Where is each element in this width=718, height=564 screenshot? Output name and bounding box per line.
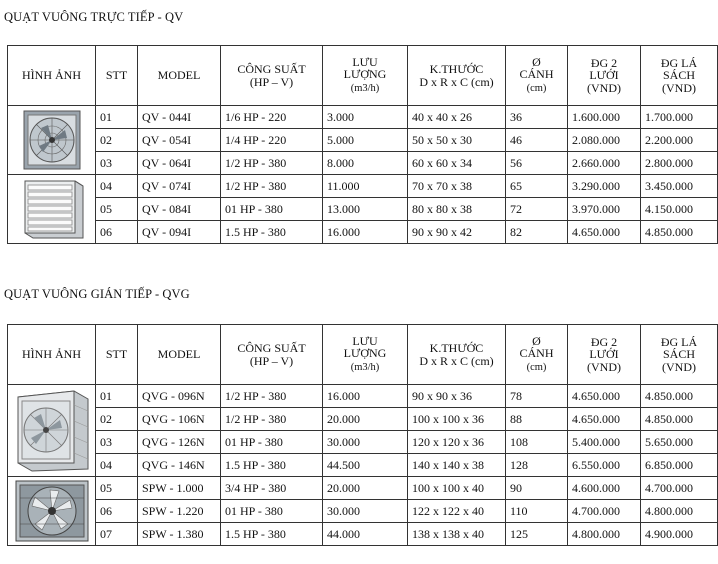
cell-power: 1/2 HP - 380 — [221, 385, 323, 408]
cell-size: 90 x 90 x 42 — [408, 221, 506, 244]
cell-power: 1.5 HP - 380 — [221, 454, 323, 477]
cell-price-2-grid: 2.080.000 — [568, 129, 641, 152]
cell-blade: 36 — [506, 106, 568, 129]
cell-power: 01 HP - 380 — [221, 500, 323, 523]
cell-stt: 06 — [96, 221, 138, 244]
cell-size: 60 x 60 x 34 — [408, 152, 506, 175]
cell-power: 3/4 HP - 380 — [221, 477, 323, 500]
cell-price-2-grid: 3.290.000 — [568, 175, 641, 198]
table-row — [8, 523, 718, 546]
cell-price-louver: 4.850.000 — [641, 221, 718, 244]
header-image: HÌNH ẢNH — [8, 46, 96, 106]
cell-size: 40 x 40 x 26 — [408, 106, 506, 129]
cell-stt: 03 — [96, 431, 138, 454]
header-price-2-grid: ĐG 2 LƯỚI (VND) — [568, 46, 641, 106]
cell-size: 122 x 122 x 40 — [408, 500, 506, 523]
cell-price-louver: 1.700.000 — [641, 106, 718, 129]
table-header-row — [8, 46, 718, 106]
cell-flow: 16.000 — [323, 385, 408, 408]
table-row — [8, 175, 718, 198]
header-flow: LƯU LƯỢNG (m3/h) — [323, 325, 408, 385]
cell-model: QV - 064I — [138, 152, 221, 175]
price-table-qv — [7, 45, 718, 244]
table-row — [8, 454, 718, 477]
cell-flow: 30.000 — [323, 500, 408, 523]
header-stt: STT — [96, 325, 138, 385]
cell-price-2-grid: 4.800.000 — [568, 523, 641, 546]
cell-model: QV - 074I — [138, 175, 221, 198]
table-row — [8, 129, 718, 152]
cell-price-louver: 5.650.000 — [641, 431, 718, 454]
cell-stt: 04 — [96, 454, 138, 477]
cell-size: 50 x 50 x 30 — [408, 129, 506, 152]
cell-power: 1/4 HP - 220 — [221, 129, 323, 152]
cell-price-louver: 2.200.000 — [641, 129, 718, 152]
cell-size: 80 x 80 x 38 — [408, 198, 506, 221]
cell-stt: 02 — [96, 408, 138, 431]
cell-price-louver: 4.900.000 — [641, 523, 718, 546]
cell-flow: 3.000 — [323, 106, 408, 129]
header-flow: LƯU LƯỢNG (m3/h) — [323, 46, 408, 106]
cell-stt: 05 — [96, 477, 138, 500]
fan-louver-icon — [17, 176, 87, 242]
cell-model: SPW - 1.220 — [138, 500, 221, 523]
cell-price-louver: 2.800.000 — [641, 152, 718, 175]
cell-flow: 11.000 — [323, 175, 408, 198]
cell-blade: 125 — [506, 523, 568, 546]
cell-size: 138 x 138 x 40 — [408, 523, 506, 546]
cell-flow: 8.000 — [323, 152, 408, 175]
header-price-louver: ĐG LÁ SÁCH (VND) — [641, 325, 718, 385]
cell-stt: 02 — [96, 129, 138, 152]
cell-flow: 44.000 — [323, 523, 408, 546]
cell-flow: 30.000 — [323, 431, 408, 454]
header-image: HÌNH ẢNH — [8, 325, 96, 385]
cell-price-2-grid: 4.600.000 — [568, 477, 641, 500]
table-row — [8, 152, 718, 175]
header-size: K.THƯỚC D x R x C (cm) — [408, 325, 506, 385]
cell-stt: 07 — [96, 523, 138, 546]
cell-size: 100 x 100 x 40 — [408, 477, 506, 500]
cell-stt: 03 — [96, 152, 138, 175]
cell-price-louver: 4.150.000 — [641, 198, 718, 221]
table-row — [8, 198, 718, 221]
cell-stt: 01 — [96, 385, 138, 408]
price-table-qvg — [7, 324, 718, 546]
section-title-qvg: QUẠT VUÔNG GIÁN TIẾP - QVG — [4, 287, 190, 301]
box-fan-icon — [12, 478, 92, 544]
fan-grid-icon — [21, 108, 83, 172]
cell-price-louver: 3.450.000 — [641, 175, 718, 198]
header-model: MODEL — [138, 46, 221, 106]
table-row — [8, 408, 718, 431]
header-blade: Ø CÁNH (cm) — [506, 325, 568, 385]
cell-blade: 46 — [506, 129, 568, 152]
cell-model: QV - 044I — [138, 106, 221, 129]
cell-stt: 06 — [96, 500, 138, 523]
cell-size: 90 x 90 x 36 — [408, 385, 506, 408]
cell-model: QV - 054I — [138, 129, 221, 152]
cell-blade: 65 — [506, 175, 568, 198]
cell-price-2-grid: 4.650.000 — [568, 221, 641, 244]
cell-model: QV - 084I — [138, 198, 221, 221]
header-price-louver: ĐG LÁ SÁCH (VND) — [641, 46, 718, 106]
table-row — [8, 106, 718, 129]
section-title-qv: QUẠT VUÔNG TRỰC TIẾP - QV — [4, 10, 184, 24]
cell-size: 70 x 70 x 38 — [408, 175, 506, 198]
cell-price-2-grid: 3.970.000 — [568, 198, 641, 221]
table-row — [8, 500, 718, 523]
cell-size: 100 x 100 x 36 — [408, 408, 506, 431]
image-cell — [8, 385, 96, 477]
cell-stt: 04 — [96, 175, 138, 198]
box-fan-icon — [12, 387, 92, 475]
cell-power: 1/2 HP - 380 — [221, 152, 323, 175]
cell-price-2-grid: 1.600.000 — [568, 106, 641, 129]
cell-price-louver: 4.850.000 — [641, 385, 718, 408]
cell-price-2-grid: 4.650.000 — [568, 385, 641, 408]
header-power: CÔNG SUẤT (HP – V) — [221, 325, 323, 385]
cell-power: 1/2 HP - 380 — [221, 175, 323, 198]
cell-price-louver: 4.700.000 — [641, 477, 718, 500]
header-size: K.THƯỚC D x R x C (cm) — [408, 46, 506, 106]
cell-power: 1/2 HP - 380 — [221, 408, 323, 431]
table-row — [8, 385, 718, 408]
table-header-row — [8, 325, 718, 385]
cell-stt: 05 — [96, 198, 138, 221]
cell-price-louver: 4.850.000 — [641, 408, 718, 431]
cell-blade: 88 — [506, 408, 568, 431]
header-blade: Ø CÁNH (cm) — [506, 46, 568, 106]
cell-blade: 110 — [506, 500, 568, 523]
image-cell — [8, 477, 96, 546]
header-stt: STT — [96, 46, 138, 106]
cell-power: 1/6 HP - 220 — [221, 106, 323, 129]
image-cell — [8, 106, 96, 175]
cell-model: SPW - 1.000 — [138, 477, 221, 500]
cell-stt: 01 — [96, 106, 138, 129]
cell-model: QVG - 146N — [138, 454, 221, 477]
image-cell — [8, 175, 96, 244]
cell-blade: 108 — [506, 431, 568, 454]
cell-model: QVG - 096N — [138, 385, 221, 408]
table-row — [8, 221, 718, 244]
cell-model: SPW - 1.380 — [138, 523, 221, 546]
header-price-2-grid: ĐG 2 LƯỚI (VND) — [568, 325, 641, 385]
cell-power: 1.5 HP - 380 — [221, 523, 323, 546]
cell-power: 01 HP - 380 — [221, 198, 323, 221]
cell-model: QV - 094I — [138, 221, 221, 244]
cell-model: QVG - 106N — [138, 408, 221, 431]
cell-size: 140 x 140 x 38 — [408, 454, 506, 477]
cell-flow: 13.000 — [323, 198, 408, 221]
cell-size: 120 x 120 x 36 — [408, 431, 506, 454]
header-model: MODEL — [138, 325, 221, 385]
cell-blade: 78 — [506, 385, 568, 408]
cell-model: QVG - 126N — [138, 431, 221, 454]
cell-blade: 128 — [506, 454, 568, 477]
table-row — [8, 477, 718, 500]
table-row — [8, 431, 718, 454]
cell-price-2-grid: 6.550.000 — [568, 454, 641, 477]
cell-blade: 56 — [506, 152, 568, 175]
cell-flow: 44.500 — [323, 454, 408, 477]
cell-power: 01 HP - 380 — [221, 431, 323, 454]
cell-flow: 5.000 — [323, 129, 408, 152]
cell-blade: 72 — [506, 198, 568, 221]
cell-price-2-grid: 5.400.000 — [568, 431, 641, 454]
cell-blade: 82 — [506, 221, 568, 244]
cell-price-2-grid: 4.700.000 — [568, 500, 641, 523]
cell-price-2-grid: 2.660.000 — [568, 152, 641, 175]
cell-price-louver: 4.800.000 — [641, 500, 718, 523]
cell-flow: 20.000 — [323, 477, 408, 500]
cell-flow: 16.000 — [323, 221, 408, 244]
cell-blade: 90 — [506, 477, 568, 500]
cell-flow: 20.000 — [323, 408, 408, 431]
cell-power: 1.5 HP - 380 — [221, 221, 323, 244]
cell-price-2-grid: 4.650.000 — [568, 408, 641, 431]
header-power: CÔNG SUẤT (HP – V) — [221, 46, 323, 106]
cell-price-louver: 6.850.000 — [641, 454, 718, 477]
